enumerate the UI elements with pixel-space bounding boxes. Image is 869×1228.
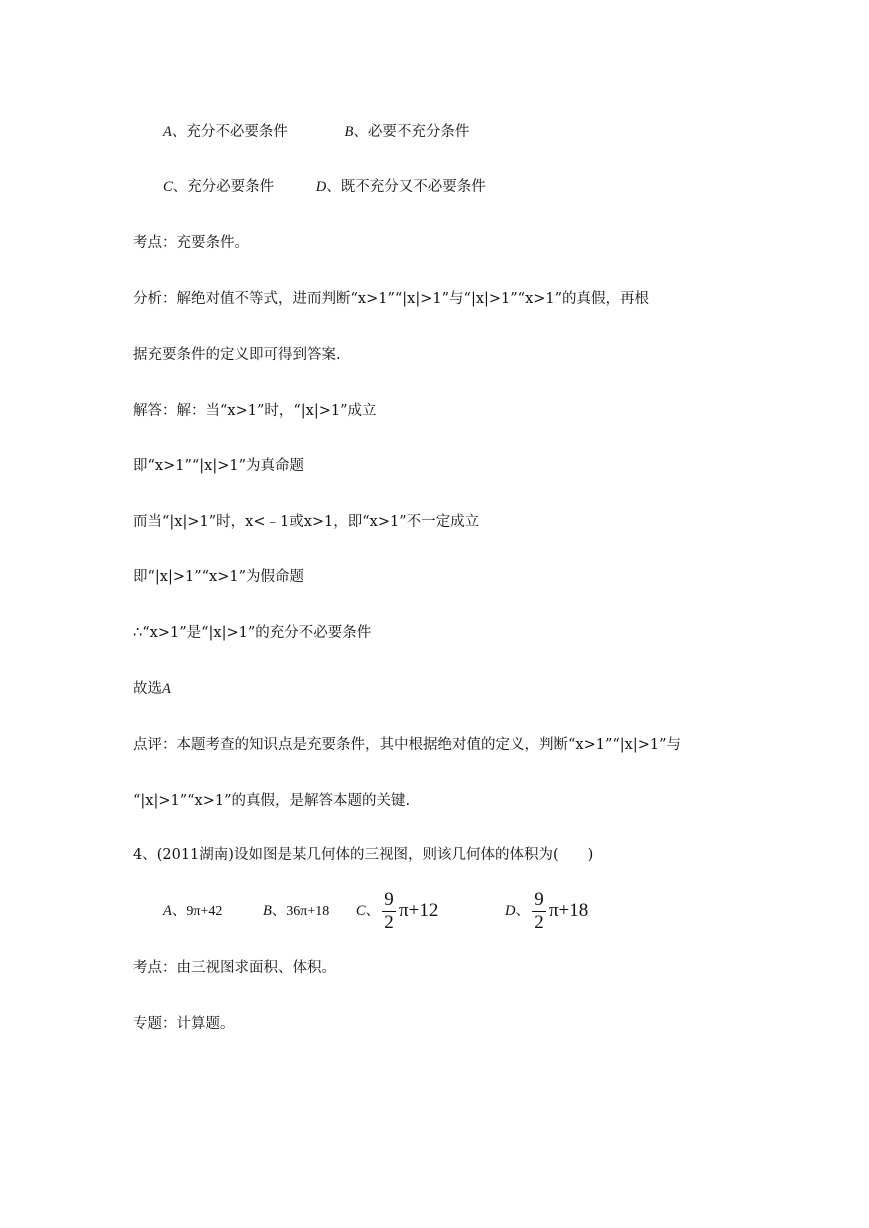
q3-option-d: D、既不充分又不必要条件 (315, 179, 486, 195)
q3-answer: 故选A (133, 681, 171, 697)
q3-dianping-line1: 点评：本题考查的知识点是充要条件，其中根据绝对值的定义，判断“x>1”“|x|>1”与 (133, 737, 682, 753)
q3-options-row2 (163, 177, 486, 197)
q4-option-b: B、36π+18 (262, 903, 330, 919)
q3-option-a: A、充分不必要条件 (163, 124, 288, 140)
q4-option-c: C、 $\frac{9}{2}$ π+12 (355, 888, 439, 933)
q4-stem: 4、(2011湖南)设如图是某几何体的三视图，则该几何体的体积为( ) (133, 847, 594, 863)
fraction-nine-halves: $\frac{9}{2}$ (382, 889, 396, 934)
q3-option-b: B、必要不充分条件 (344, 124, 470, 140)
q4-option-d: D、 $\frac{9}{2}$ π+18 (504, 888, 589, 933)
q3-option-c: C、充分必要条件 (163, 179, 275, 195)
q3-fenxi-line2: 据充要条件的定义即可得到答案. (133, 347, 341, 363)
q3-dianping-line2: “|x|>1”“x>1”的真假，是解答本题的关键. (133, 793, 411, 809)
q3-jieda-line1: 解答：解：当“x>1”时，“|x|>1”成立 (133, 403, 377, 419)
fraction-nine-halves: $\frac{9}{2}$ (532, 889, 546, 934)
q3-options-row1 (163, 122, 469, 142)
q4-option-a: A、9π+42 (163, 903, 223, 919)
q4-zhuanti: 专题：计算题。 (133, 1016, 235, 1032)
q3-jieda-line3: 而当“|x|>1”时，x<﹣1或x>1，即“x>1”不一定成立 (133, 514, 480, 530)
q3-jieda-line2: 即“x>1”“|x|>1”为真命题 (133, 458, 305, 474)
q4-kaodian: 考点：由三视图求面积、体积。 (133, 960, 336, 976)
q3-kaodian: 考点：充要条件。 (133, 235, 249, 251)
q4-options (163, 888, 588, 935)
q3-conclusion: ∴“x>1”是“|x|>1”的充分不必要条件 (133, 625, 372, 641)
q3-jieda-line4: 即“|x|>1”“x>1”为假命题 (133, 569, 305, 585)
q3-fenxi-line1: 分析：解绝对值不等式，进而判断“x>1”“|x|>1”与“|x|>1”“x>1”的真假，再根 (133, 291, 650, 307)
